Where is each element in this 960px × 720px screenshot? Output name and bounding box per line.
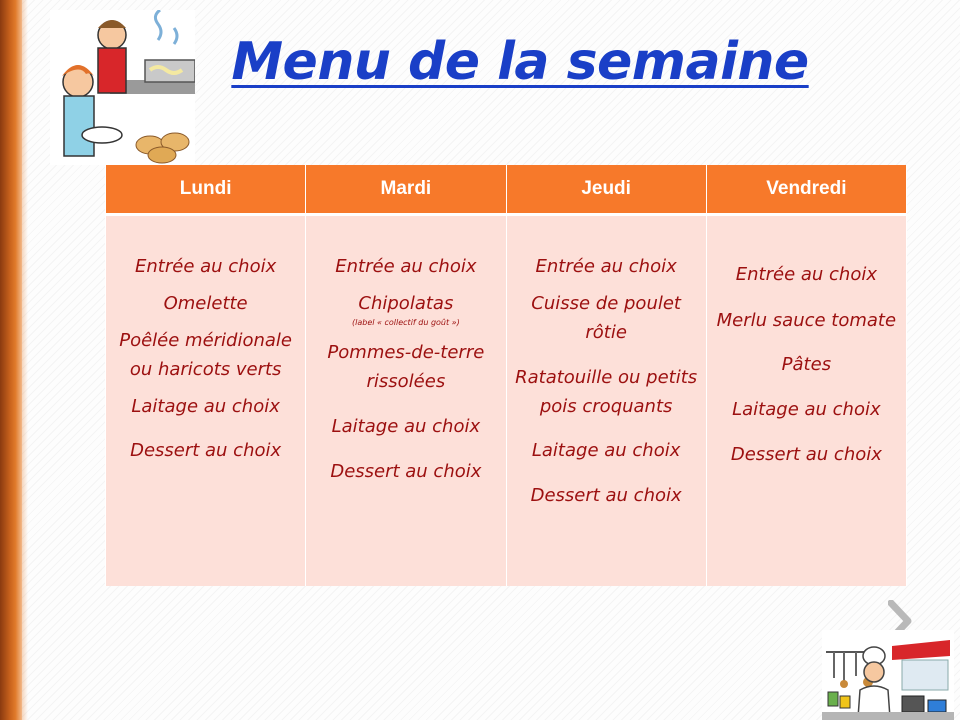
menu-item: Laitage au choix	[531, 440, 681, 461]
menu-item: Entrée au choix	[335, 256, 477, 277]
label-note: (label « collectif du goût »)	[352, 318, 460, 327]
chef-kitchen-clipart	[822, 630, 954, 720]
menu-cell-vendredi	[706, 215, 906, 587]
menu-item: Chipolatas	[358, 293, 454, 314]
menu-cell-lundi	[106, 215, 306, 587]
header-lundi: Lundi	[106, 165, 306, 215]
menu-item: Pommes-de-terre rissolées	[327, 342, 485, 392]
menu-item: Dessert au choix	[530, 485, 682, 506]
menu-item: Cuisse de poulet rôtie	[531, 293, 681, 343]
menu-item: Dessert au choix	[730, 444, 882, 465]
menu-cell-jeudi	[506, 215, 706, 587]
menu-item: Dessert au choix	[330, 461, 482, 482]
kids-canteen-clipart	[50, 10, 195, 165]
menu-item: Ratatouille ou petits pois croquants	[515, 367, 698, 417]
menu-item: Laitage au choix	[131, 396, 280, 417]
menu-item: Entrée au choix	[135, 256, 277, 277]
menu-item: Laitage au choix	[331, 416, 481, 437]
menu-item: Laitage au choix	[732, 399, 881, 420]
header-mardi: Mardi	[306, 165, 506, 215]
menu-item: Pâtes	[781, 354, 832, 375]
header-vendredi: Vendredi	[706, 165, 906, 215]
left-decorative-bar	[0, 0, 22, 720]
menu-cell-mardi	[306, 215, 506, 587]
menu-item: Entrée au choix	[735, 264, 877, 285]
day-header-row	[106, 165, 907, 215]
menu-item: Poêlée méridionale ou haricots verts	[119, 330, 293, 380]
menu-item: Dessert au choix	[130, 440, 282, 461]
menu-item: Omelette	[163, 293, 248, 314]
menu-item: Entrée au choix	[535, 256, 677, 277]
header-jeudi: Jeudi	[506, 165, 706, 215]
menu-items-row	[106, 215, 907, 587]
weekly-menu-table	[105, 165, 907, 586]
page-title: Menu de la semaine	[231, 32, 809, 92]
menu-item: Merlu sauce tomate	[716, 310, 897, 331]
